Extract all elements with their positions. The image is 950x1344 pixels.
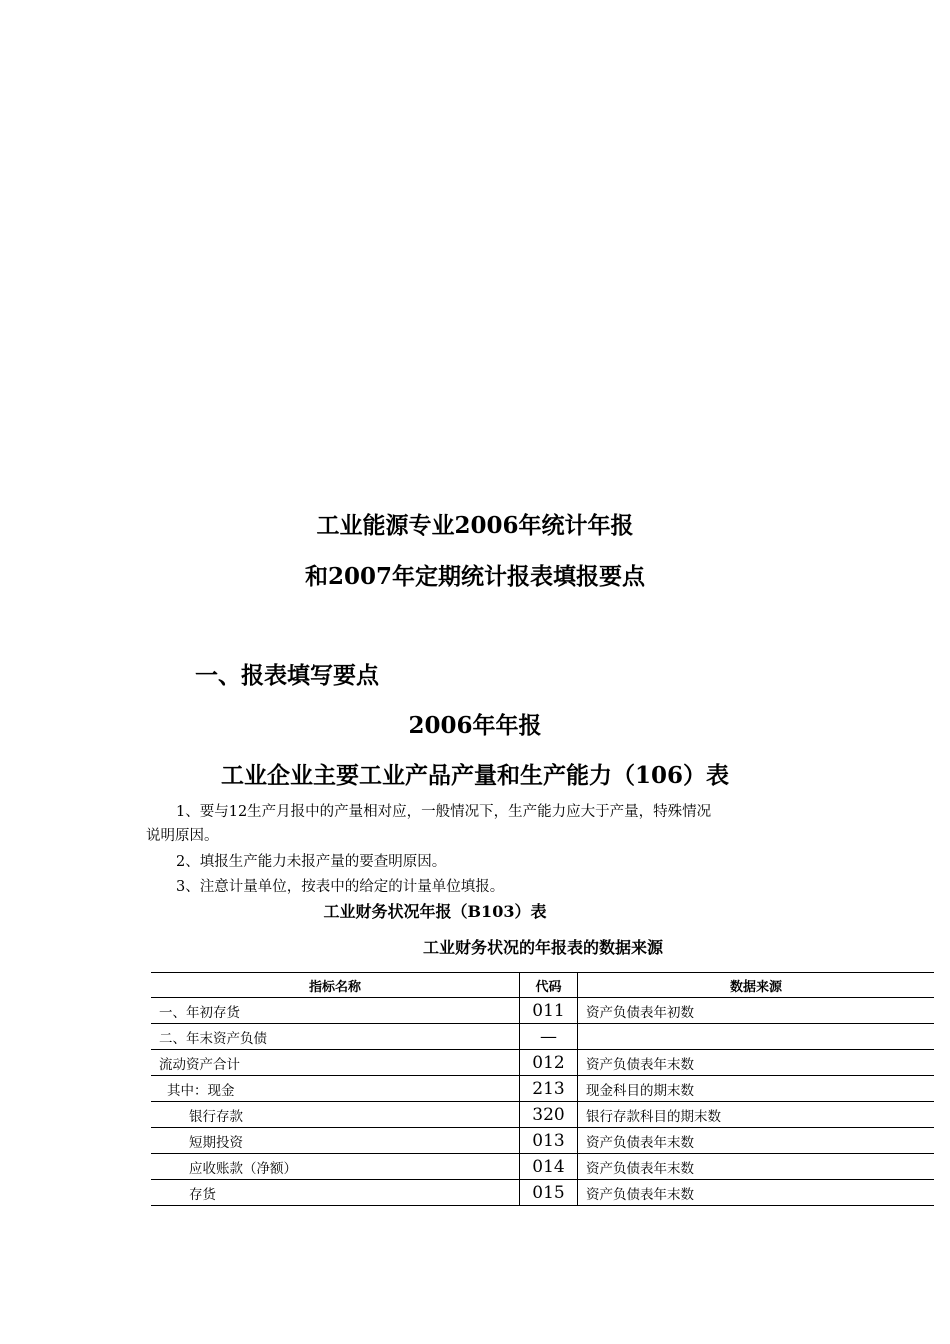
row-name: 存货 xyxy=(151,1180,520,1206)
row-source xyxy=(578,1024,935,1050)
document-title-line2: 和2007年定期统计报表填报要点 xyxy=(304,563,645,590)
b103-heading: 工业财务状况年报（B103）表 xyxy=(323,902,547,921)
header-indicator-name: 指标名称 xyxy=(151,973,520,998)
row-source: 银行存款科目的期末数 xyxy=(586,1108,721,1125)
row-name: 短期投资 xyxy=(151,1128,520,1154)
table-row xyxy=(151,1024,934,1050)
table-row xyxy=(151,1102,934,1128)
row-name: 银行存款 xyxy=(151,1102,520,1128)
paragraph-3: 3、注意计量单位，按表中的给定的计量单位填报。 xyxy=(176,879,505,895)
header-data-source: 数据来源 xyxy=(729,979,782,995)
row-name: 其中：现金 xyxy=(151,1076,520,1102)
row-source: 现金科目的期末数 xyxy=(586,1082,694,1099)
table-row xyxy=(151,1050,934,1076)
row-code: 013 xyxy=(520,1128,578,1154)
paragraph-2: 2、填报生产能力未报产量的要查明原因。 xyxy=(176,854,447,870)
row-source: 资产负债表年末数 xyxy=(586,1160,694,1177)
table-row xyxy=(151,1180,934,1206)
year-heading: 2006年年报 xyxy=(408,712,542,739)
row-code: 014 xyxy=(520,1154,578,1180)
data-source-heading: 工业财务状况的年报表的数据来源 xyxy=(422,938,663,957)
header-code: 代码 xyxy=(520,973,578,998)
row-name: 应收账款（净额） xyxy=(151,1154,520,1180)
row-code: — xyxy=(520,1024,578,1050)
row-name: 流动资产合计 xyxy=(151,1050,520,1076)
table-header-row xyxy=(151,973,934,998)
row-code: 320 xyxy=(520,1102,578,1128)
table-row xyxy=(151,998,934,1024)
row-source: 资产负债表年末数 xyxy=(586,1134,694,1151)
row-name: 二、年末资产负债 xyxy=(151,1024,520,1050)
financial-data-source-table xyxy=(151,972,934,1206)
row-source: 资产负债表年末数 xyxy=(586,1056,694,1073)
row-code: 012 xyxy=(520,1050,578,1076)
table-row xyxy=(151,1154,934,1180)
paragraph-1-continued: 说明原因。 xyxy=(146,828,219,844)
row-code: 015 xyxy=(520,1180,578,1206)
document-title-line1: 工业能源专业2006年统计年报 xyxy=(316,512,634,539)
row-source: 资产负债表年末数 xyxy=(586,1186,694,1203)
row-source: 资产负债表年初数 xyxy=(586,1004,694,1021)
paragraph-1: 1、要与12生产月报中的产量相对应，一般情况下，生产能力应大于产量，特殊情况 xyxy=(176,804,712,820)
row-code: 011 xyxy=(520,998,578,1024)
row-code: 213 xyxy=(520,1076,578,1102)
table-row xyxy=(151,1076,934,1102)
row-name: 一、年初存货 xyxy=(151,998,520,1024)
table-106-heading: 工业企业主要工业产品产量和生产能力（106）表 xyxy=(220,762,729,789)
section-heading-1: 一、报表填写要点 xyxy=(195,662,379,689)
table-row xyxy=(151,1128,934,1154)
